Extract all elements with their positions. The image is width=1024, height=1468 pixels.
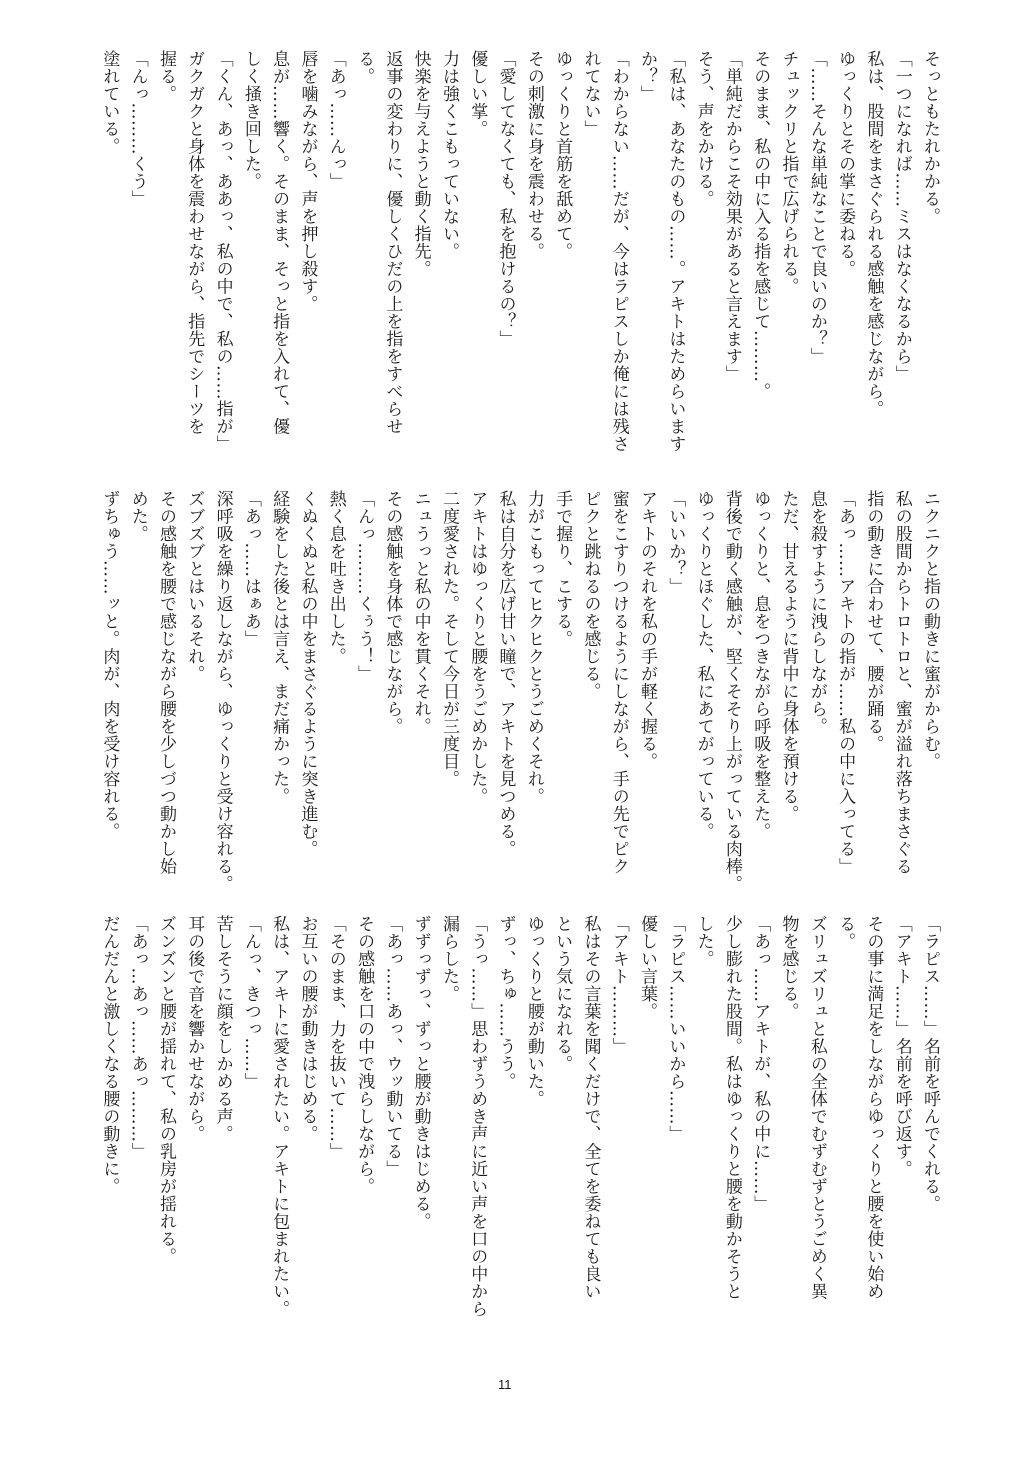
text-line: だんだんと激しくなる腰の動きに。 bbox=[99, 915, 120, 1195]
text-line: その感触を腰で感じながら腰を少しづつ動かし始 bbox=[155, 490, 176, 875]
text-line: しく掻き回した。 bbox=[240, 50, 261, 190]
text-line: 「ラピス……いいから……」 bbox=[665, 915, 686, 1143]
text-line: くぬくぬと私の中をまさぐるように突き進む。 bbox=[297, 490, 318, 858]
text-line: 「あっ……んっ」 bbox=[325, 50, 346, 190]
text-line: 漏らした。 bbox=[438, 915, 459, 1003]
text-line: 「単純だからこそ効果があると言えます」 bbox=[721, 50, 742, 383]
text-line: めた。 bbox=[127, 490, 148, 543]
text-line: 「一つになれば……ミスはなくなるから」 bbox=[891, 50, 912, 383]
text-line: ガクガクと身体を震わせながら、指先でシーツを bbox=[184, 50, 205, 435]
text-line: 「あっ…あっ……あっ………」 bbox=[127, 915, 148, 1160]
text-line: チュックリと指で広げられる。 bbox=[778, 50, 799, 295]
text-line: 経験をした後とは言え、まだ痛かった。 bbox=[269, 490, 290, 805]
text-line: 「アキト……」名前を呼び返す。 bbox=[891, 915, 912, 1178]
text-block-top bbox=[95, 50, 944, 470]
text-line: 「アキト………」 bbox=[608, 915, 629, 1055]
text-line: 「いいか？」 bbox=[665, 490, 686, 595]
text-line: ゆっくりと腰が動いた。 bbox=[523, 915, 544, 1108]
text-line: 「あっ……アキトが、私の中に……」 bbox=[750, 915, 771, 1213]
text-line: 苦しそうに顔をしかめる声。 bbox=[212, 915, 233, 1143]
text-line: 蜜をこすりつけるようにしながら、手の先でピク bbox=[608, 490, 629, 875]
text-line: その感触を身体で感じながら。 bbox=[382, 490, 403, 735]
text-line: 背後で動く感触が、堅くそそり上がっている肉棒。 bbox=[721, 490, 742, 893]
text-line: 息が……響く。そのまま、そっと指を入れて、優 bbox=[269, 50, 290, 435]
text-line: 「……そんな単純なことで良いのか？」 bbox=[806, 50, 827, 365]
text-line: 私は、アキトに愛されたい。アキトに包まれたい。 bbox=[269, 915, 290, 1318]
text-line: れてない」 bbox=[580, 50, 601, 138]
text-line: ニクニクと指の動きに蜜がからむ。 bbox=[920, 490, 940, 770]
text-line: ずずっずっ、ずっと腰が動きはじめる。 bbox=[410, 915, 431, 1230]
text-line: という気になれる。 bbox=[552, 915, 573, 1073]
text-line: ずちゅう……ッと。肉が、肉を受け容れる。 bbox=[99, 490, 120, 840]
text-line: 指の動きに合わせて、腰が踊る。 bbox=[863, 490, 884, 753]
text-line: 「あっ……あっ、ウッ動いてる」 bbox=[382, 915, 403, 1178]
text-block-bottom bbox=[95, 915, 944, 1345]
text-line: アキトはゆっくりと腰をうごめかした。 bbox=[467, 490, 488, 805]
text-line: 握る。 bbox=[155, 50, 176, 103]
text-line: 深呼吸を繰り返しながら、ゆっくりと受け容れる。 bbox=[212, 490, 233, 893]
text-line: そう、声をかける。 bbox=[693, 50, 714, 208]
text-line: 力がこもってヒクヒクとうごめくそれ。 bbox=[523, 490, 544, 805]
text-line: 耳の後で音を響かせながら。 bbox=[184, 915, 205, 1143]
text-line: ただ、甘えるように背中に身体を預ける。 bbox=[778, 490, 799, 823]
text-line: 息を殺すように洩らしながら。 bbox=[806, 490, 827, 735]
text-line: 快楽を与えようと動く指先。 bbox=[410, 50, 431, 278]
text-line: ゆっくりとその掌に委ねる。 bbox=[835, 50, 856, 278]
text-line: ズンズンと腰が揺れて、私の乳房が揺れる。 bbox=[155, 915, 176, 1265]
text-line: ずっ、ちゅ……うう。 bbox=[495, 915, 516, 1090]
text-line: 優しい言葉。 bbox=[637, 915, 658, 1020]
text-block-middle bbox=[95, 490, 944, 910]
text-line: お互いの腰が動きはじめる。 bbox=[297, 915, 318, 1143]
text-line: 「そのまま、力を抜いて……」 bbox=[325, 915, 346, 1160]
text-line: ズリュズリュと私の全体でむずむずとうごめく異 bbox=[806, 915, 827, 1300]
text-line: そっともたれかかる。 bbox=[920, 50, 940, 225]
text-line: る。 bbox=[354, 50, 375, 85]
text-line: 私の股間からトロトロと、蜜が溢れ落ちまさぐる bbox=[891, 490, 912, 875]
text-line: した。 bbox=[693, 915, 714, 968]
text-line: 私は、股間をまさぐられる感触を感じながら。 bbox=[863, 50, 884, 418]
text-line: 私はその言葉を聞くだけで、全てを委ねても良い bbox=[580, 915, 601, 1300]
text-line: か？」 bbox=[637, 50, 658, 103]
text-line: 塗れている。 bbox=[99, 50, 120, 155]
text-line: ゆっくりとほぐした、私にあてがっている。 bbox=[693, 490, 714, 840]
text-line: ゆっくりと、息をつきながら呼吸を整えた。 bbox=[750, 490, 771, 840]
text-line: る。 bbox=[835, 915, 856, 950]
text-line: そのまま、私の中に入る指を感じて………。 bbox=[750, 50, 771, 400]
text-line: 二度愛された。そして今日が三度目。 bbox=[438, 490, 459, 788]
text-line: ゆっくりと首筋を舐めて。 bbox=[552, 50, 573, 260]
text-line: 少し膨れた股間。私はゆっくりと腰を動かそうと bbox=[721, 915, 742, 1300]
text-line: 「愛してなくても、私を抱けるの？」 bbox=[495, 50, 516, 348]
text-line: ズブズブとはいるそれ。 bbox=[184, 490, 205, 683]
text-line: その事に満足をしながらゆっくりと腰を使い始め bbox=[863, 915, 884, 1300]
text-line: ピクと跳ねるのを感じる。 bbox=[580, 490, 601, 700]
text-line: 手で握り、こする。 bbox=[552, 490, 573, 648]
text-line: 私は自分を広げ甘い瞳で、アキトを見つめる。 bbox=[495, 490, 516, 858]
text-line: 「んっ、きつっ……」 bbox=[240, 915, 261, 1090]
text-line: 優しい掌。 bbox=[467, 50, 488, 138]
page-number: 11 bbox=[498, 1377, 512, 1392]
text-line: その感触を口の中で洩らしながら。 bbox=[354, 915, 375, 1195]
text-line: ニュうっと私の中を貫くそれ。 bbox=[410, 490, 431, 735]
text-line: その刺激に身を震わせる。 bbox=[523, 50, 544, 260]
text-line: 「あっ……はぁあ」 bbox=[240, 490, 261, 648]
text-line: 熱く息を吐き出した。 bbox=[325, 490, 346, 665]
text-line: 「んっ………くう」 bbox=[127, 50, 148, 208]
text-line: 唇を噛みながら、声を押し殺す。 bbox=[297, 50, 318, 313]
text-line: 「ラピス……」名前を呼んでくれる。 bbox=[920, 915, 940, 1213]
text-line: 物を感じる。 bbox=[778, 915, 799, 1020]
text-line: アキトのそれを私の手が軽く握る。 bbox=[637, 490, 658, 770]
text-line: 「うっ……」思わずうめき声に近い声を口の中から bbox=[467, 915, 488, 1318]
text-line: 返事の変わりに、優しくひだの上を指をすべらせ bbox=[382, 50, 403, 435]
text-line: 「んっ………くぅう！」 bbox=[354, 490, 375, 683]
text-line: 力は強くこもっていない。 bbox=[438, 50, 459, 260]
text-line: 「あっ……アキトの指が……私の中に入ってる」 bbox=[835, 490, 856, 875]
text-line: 「くん、あっ、ああっ、私の中で、私の……指が」 bbox=[212, 50, 233, 453]
text-line: 「私は、あなたのもの……。アキトはためらいます bbox=[665, 50, 686, 453]
text-line: 「わからない……だが、今はラピスしか俺には残さ bbox=[608, 50, 629, 453]
